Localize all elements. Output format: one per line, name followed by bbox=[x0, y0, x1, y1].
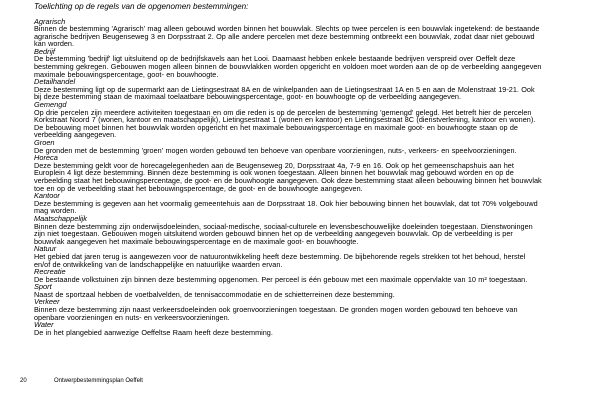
document-title: Ontwerpbestemmingsplan Oeffelt bbox=[54, 378, 143, 384]
section-text-maatschappelijk: Binnen deze bestemming zijn onderwijsdoeleinden, sociaal-medische, sociaal-culturele en levensbeschouwelijke doeleinden toegestaan. Dienstwoningen zijn niet toegestaan. Gebouwen mogen uitsluitend worden gebouwd binnen het op de verbeelding aangegeven bouwvlak. Op de verbeelding is per bouwvlak aangegeven het maximale bebouwingspercentage en de maximale goot- en bouwhoogte. bbox=[34, 221, 533, 246]
sections-container bbox=[34, 18, 542, 337]
section-text-bedrijf: De bestemming 'bedrijf' ligt uitsluitend op de bedrijfskavels aan het Looi. Daarnaast hebben enkele bestaande bedrijven verspreid over Oeffelt deze bestemming gekregen. Gebouwen mogen alleen binnen de bouwvlakken worden opgericht en voldoen moet worden aan de op de verbeelding aangegeven maximale bebouwingspercentage, goot- en bouwhoogte. bbox=[34, 54, 542, 79]
section-heading-horeca: Horeca bbox=[34, 153, 58, 163]
section-text-horeca: Deze bestemming geldt voor de horecagelegenheden aan de Beugenseweg 20, Dorpsstraat 4a, 7-9 en 16. Ook op het gemeenschapshuis aan het Europlein 4 ligt deze bestemming. Binnen deze bestemming is ook wonen toegestaan. Alleen binnen het bouwvlak mag gebouwd worden en op de verbeelding staat het bebouwingspercentage, de goot- en de bouwhoogte aangegeven. Ook deze bestemming staat alleen bebouwing binnen het bouwvlak toe en op de verbeelding staat het bebouwingspercentage, de goot- en de bouwhoogte aangegeven. bbox=[34, 160, 542, 193]
intro-heading: Toelichting op de regels van de opgenomen bestemmingen: bbox=[34, 2, 249, 11]
section-text-gemengd: Op drie percelen zijn meerdere activiteiten toegestaan en om die reden is op de percelen de bestemming 'gemengd' gelegd. Het betreft hier de percelen Korkstraat Noord 7 (wonen, kantoor en maatschappelijk), Lietingsestraat 1 (wonen en kantoor) en Lietingsestraat 8C (dienstverlening, kantoor en wonen). De bebouwing moet binnen het bouwvlak worden opgericht en het maximale bebouwingspercentage en maximale goot- en bouwhoogte staan op de verbeelding aangegeven. bbox=[34, 107, 536, 140]
page-number: 20 bbox=[20, 378, 27, 384]
section-heading-sport: Sport bbox=[34, 282, 52, 292]
section-heading-kantoor: Kantoor bbox=[34, 191, 60, 201]
section-text-verkeer: Binnen deze bestemming zijn naast verkeersdoeleinden ook groenvoorzieningen toegestaan. De gronden mogen worden gebouwd ten behoeve van openbare voorzieningen en nuts- en verkeersvoorzieningen. bbox=[34, 305, 518, 322]
document-page bbox=[10, 2, 542, 398]
section-text-sport: Naast de sportzaal hebben de voetbalvelden, de tennisaccommodatie en de schietterreinen deze bestemming. bbox=[34, 289, 395, 299]
section-heading-maatschappelijk: Maatschappelijk bbox=[34, 213, 87, 223]
section-text-groen: De gronden met de bestemming 'groen' mogen worden gebouwd ten behoeve van openbare voorzieningen, nuts-, verkeers- en speelvoorzieningen. bbox=[34, 145, 517, 155]
section-heading-agrarisch: Agrarisch bbox=[34, 16, 66, 26]
section-heading-verkeer: Verkeer bbox=[34, 297, 60, 307]
section-heading-groen: Groen bbox=[34, 138, 55, 147]
page-footer bbox=[20, 378, 143, 385]
section-heading-natuur: Natuur bbox=[34, 244, 57, 254]
section-text-agrarisch: Binnen de bestemming 'Agrarisch' mag alleen gebouwd worden binnen het bouwvlak. Slechts op twee percelen is een bouwvlak ingetekend: de bestaande agrarische bedrijven Beugenseweg 3 en Dorpsstraat 2. Op alle andere percelen met deze bestemming ontbreekt een bouwvlak, zodat daar niet gebouwd kan worden. bbox=[34, 24, 540, 49]
section-heading-recreatie: Recreatie bbox=[34, 267, 66, 277]
section-heading-detailhandel: Detailhandel bbox=[34, 77, 76, 87]
section-text-kantoor: Deze bestemming is gegeven aan het voormalig gemeentehuis aan de Dorpsstraat 18. Ook hier bebouwing binnen het bouwvlak, dat tot 70% volgebouwd mag worden. bbox=[34, 198, 538, 216]
section-text-detailhandel: Deze bestemming ligt op de supermarkt aan de Lietingsestraat 8A en de winkelpanden aan de Lietingsestraat 1A en 5 en aan de Molenstraat 19-21. Ook bij deze bestemming staan de maximaal toelaatbare bebouwingspercentage, goot- en bouwhoogte op de verbeelding aangegeven. bbox=[34, 84, 535, 102]
section-heading-bedrijf: Bedrijf bbox=[34, 46, 55, 56]
section-heading-water: Water bbox=[34, 320, 54, 330]
section-text-water: De in het plangebied aanwezige Oeffeltse Raam heeft deze bestemming. bbox=[34, 327, 273, 337]
section-text-recreatie: De bestaande volkstuinen zijn binnen deze bestemming opgenomen. Per perceel is één gebouw met een maximale oppervlakte van 10 m² toegestaan. bbox=[34, 274, 528, 284]
section-text-natuur: Het gebied dat jaren terug is aangewezen voor de natuurontwikkeling heeft deze bestemming. De bijbehorende regels strekken tot het behoud, herstel en/of de ontwikkeling van de landschappelijke en natuurlijke waarden ervan. bbox=[34, 251, 526, 269]
section-heading-gemengd: Gemengd bbox=[34, 100, 67, 110]
